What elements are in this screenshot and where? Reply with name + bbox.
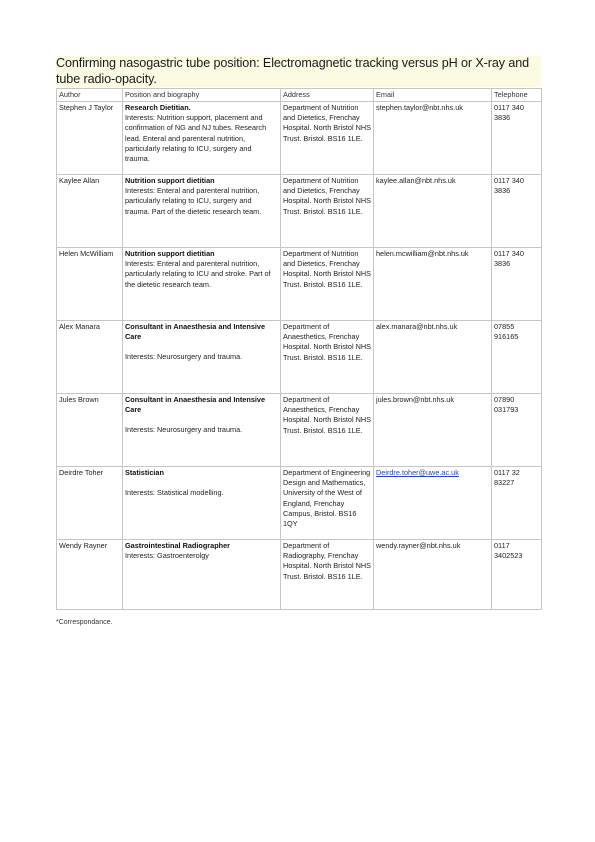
author-address: Department of Engineering Design and Mathematics, University of the West of England, Frenchay Campus, Bristol. BS16 1QY (281, 467, 374, 540)
author-role: Consultant in Anaesthesia and Intensive Care (125, 395, 266, 415)
table-row (57, 540, 542, 610)
author-address: Department of Anaesthetics, Frenchay Hospital. North Bristol NHS Trust. Bristol. BS16 1LE. (281, 394, 374, 467)
table-row (57, 321, 542, 394)
author-email-cell (374, 467, 492, 540)
author-name: Kaylee Allan (57, 175, 123, 248)
author-name: Wendy Rayner (57, 540, 123, 610)
page-title: Confirming nasogastric tube position: Electromagnetic tracking versus pH or X-ray and tube radio-opacity. (56, 56, 541, 87)
author-name: Deirdre Toher (57, 467, 123, 540)
author-name: Stephen J Taylor (57, 102, 123, 175)
table-row (57, 394, 542, 467)
author-email: helen.mcwilliam@nbt.nhs.uk (374, 248, 492, 321)
table-header-row (57, 89, 542, 102)
author-email: jules.brown@nbt.nhs.uk (374, 394, 492, 467)
author-interests: Interests: Neurosurgery and trauma. (125, 425, 243, 435)
table-row (57, 102, 542, 175)
author-telephone: 0117 340 3836 (492, 102, 542, 175)
position-cell (123, 102, 281, 175)
table-row (57, 467, 542, 540)
author-telephone: 0117 340 3836 (492, 175, 542, 248)
author-interests: Interests: Enteral and parenteral nutrition, particularly relating to ICU, surgery and trauma. Part of the dietetic research team. (125, 186, 262, 216)
table-row (57, 175, 542, 248)
author-telephone: 0117 340 3836 (492, 248, 542, 321)
author-table (56, 88, 542, 610)
author-telephone: 07890 031793 (492, 394, 542, 467)
email-link[interactable]: Deirdre.toher@uwe.ac.uk (376, 468, 459, 477)
footnote: *Correspondance. (56, 619, 113, 626)
author-role: Gastrointestinal Radiographer (125, 541, 231, 550)
author-email: alex.manara@nbt.nhs.uk (374, 321, 492, 394)
author-interests: Interests: Neurosurgery and trauma. (125, 352, 243, 362)
author-role: Nutrition support dietitian (125, 249, 215, 258)
author-address: Department of Nutrition and Dietetics, Frenchay Hospital. North Bristol NHS Trust. Bristol. BS16 1LE. (281, 175, 374, 248)
author-name: Jules Brown (57, 394, 123, 467)
header-address: Address (281, 89, 374, 102)
author-address: Department of Radiography, Frenchay Hospital. North Bristol NHS Trust. Bristol. BS16 1LE. (281, 540, 374, 610)
author-role: Research Dietitian. (125, 103, 191, 112)
author-interests: Interests: Gastroenterolgy (125, 551, 209, 561)
author-telephone: 0117 3402523 (492, 540, 542, 610)
position-cell (123, 248, 281, 321)
header-telephone: Telephone (492, 89, 542, 102)
position-cell (123, 467, 281, 540)
author-name: Alex Manara (57, 321, 123, 394)
header-email: Email (374, 89, 492, 102)
author-telephone: 07855 916165 (492, 321, 542, 394)
author-name: Helen McWilliam (57, 248, 123, 321)
table-row (57, 248, 542, 321)
author-email: stephen.taylor@nbt.nhs.uk (374, 102, 492, 175)
header-position: Position and biography (123, 89, 281, 102)
author-interests: Interests: Enteral and parenteral nutrition, particularly relating to ICU and stroke. Part of the dietetic research team. (125, 259, 271, 289)
position-cell (123, 175, 281, 248)
author-email: kaylee.allan@nbt.nhs.uk (374, 175, 492, 248)
position-cell (123, 540, 281, 610)
author-email: wendy.rayner@nbt.nhs.uk (374, 540, 492, 610)
author-interests: Interests: Nutrition support, placement and confirmation of NG and NJ tubes. Research lead. Enteral and parenteral nutrition, particularly relating to ICU, surgery and trauma. (125, 113, 267, 164)
author-address: Department of Nutrition and Dietetics, Frenchay Hospital. North Bristol NHS Trust. Bristol. BS16 1LE. (281, 102, 374, 175)
author-role: Nutrition support dietitian (125, 176, 215, 185)
author-interests: Interests: Statistical modelling. (125, 488, 224, 498)
author-address: Department of Nutrition and Dietetics, Frenchay Hospital. North Bristol NHS Trust. Bristol. BS16 1LE. (281, 248, 374, 321)
position-cell (123, 321, 281, 394)
position-cell (123, 394, 281, 467)
author-telephone: 0117 32 83227 (492, 467, 542, 540)
header-author: Author (57, 89, 123, 102)
author-role: Statistician (125, 468, 164, 477)
author-role: Consultant in Anaesthesia and Intensive Care (125, 322, 266, 342)
author-address: Department of Anaesthetics, Frenchay Hospital. North Bristol NHS Trust. Bristol. BS16 1LE. (281, 321, 374, 394)
